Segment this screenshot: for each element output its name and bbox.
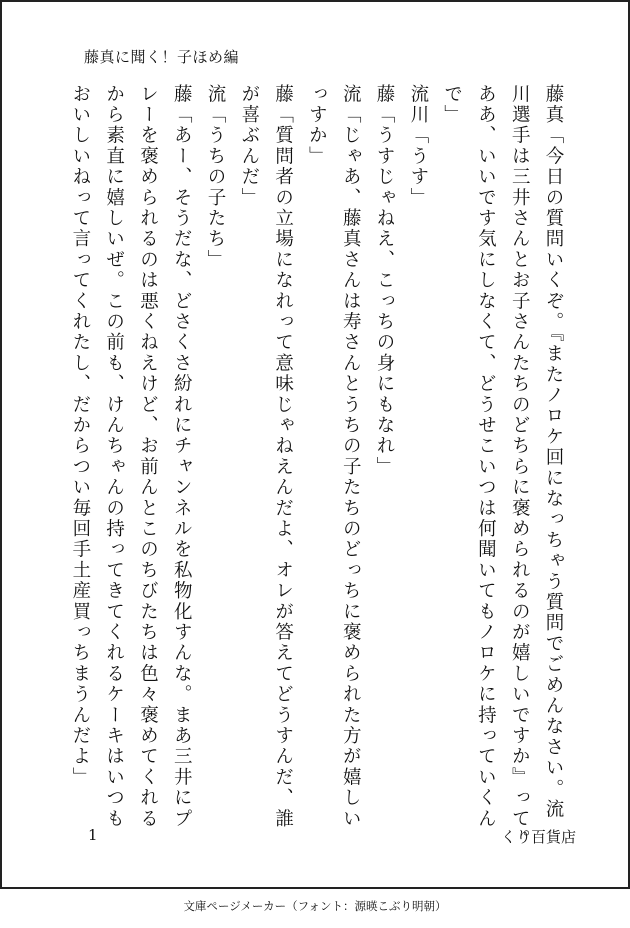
publisher-name: くり百貨店 [500, 828, 576, 846]
text-line: が喜ぶんだ」 [238, 84, 260, 209]
text-line: 流川「うす」 [407, 84, 429, 209]
text-line: から素直に嬉しいぜ。この前も、けんちゃんの持ってきてくれるケーキはいつも [103, 84, 125, 830]
text-line: 流「うちの子たち」 [205, 84, 227, 271]
text-line: っすか」 [306, 84, 328, 167]
text-line: 藤「質問者の立場になれって意味じゃねえんだよ、オレが答えてどうすんだ、誰 [272, 84, 294, 830]
text-line: 藤真「今日の質問いくぞ。『またノロケ回になっちゃう質問でごめんなさい。流 [543, 84, 564, 820]
text-line: おいしいねって言ってくれたし、だからつい毎回手土産買っちまうんだよ」 [69, 84, 91, 788]
footer-caption: 文庫ページメーカー（フォント：源暎こぶり明朝） [183, 899, 447, 913]
header-title: 藤真に聞く！子ほめ編 [84, 48, 240, 66]
text-line: 藤「あー、そうだな、どさくさ紛れにチャンネルを私物化すんな。まあ三井にプ [171, 84, 193, 830]
text-line: で」 [441, 84, 463, 126]
text-line: 川選手は三井さんとお子さんたちのどちらに褒められるのが嬉しいですか』って。 [509, 84, 531, 850]
text-line: 藤「うすじゃねえ、こっちの身にもなれ」 [374, 84, 396, 478]
page-number: 1 [88, 826, 98, 844]
text-line: 流「じゃあ、藤真さんは寿さんとうちの子たちのどっちに褒められた方が嬉しい [340, 84, 362, 830]
text-line: ああ、いいです気にしなくて、どうせこいつは何聞いてもノロケに持っていくん [475, 84, 497, 830]
text-line: レーを褒められるのは悪くねえけど、お前んとこのちびたちは色々褒めてくれる [137, 84, 159, 830]
